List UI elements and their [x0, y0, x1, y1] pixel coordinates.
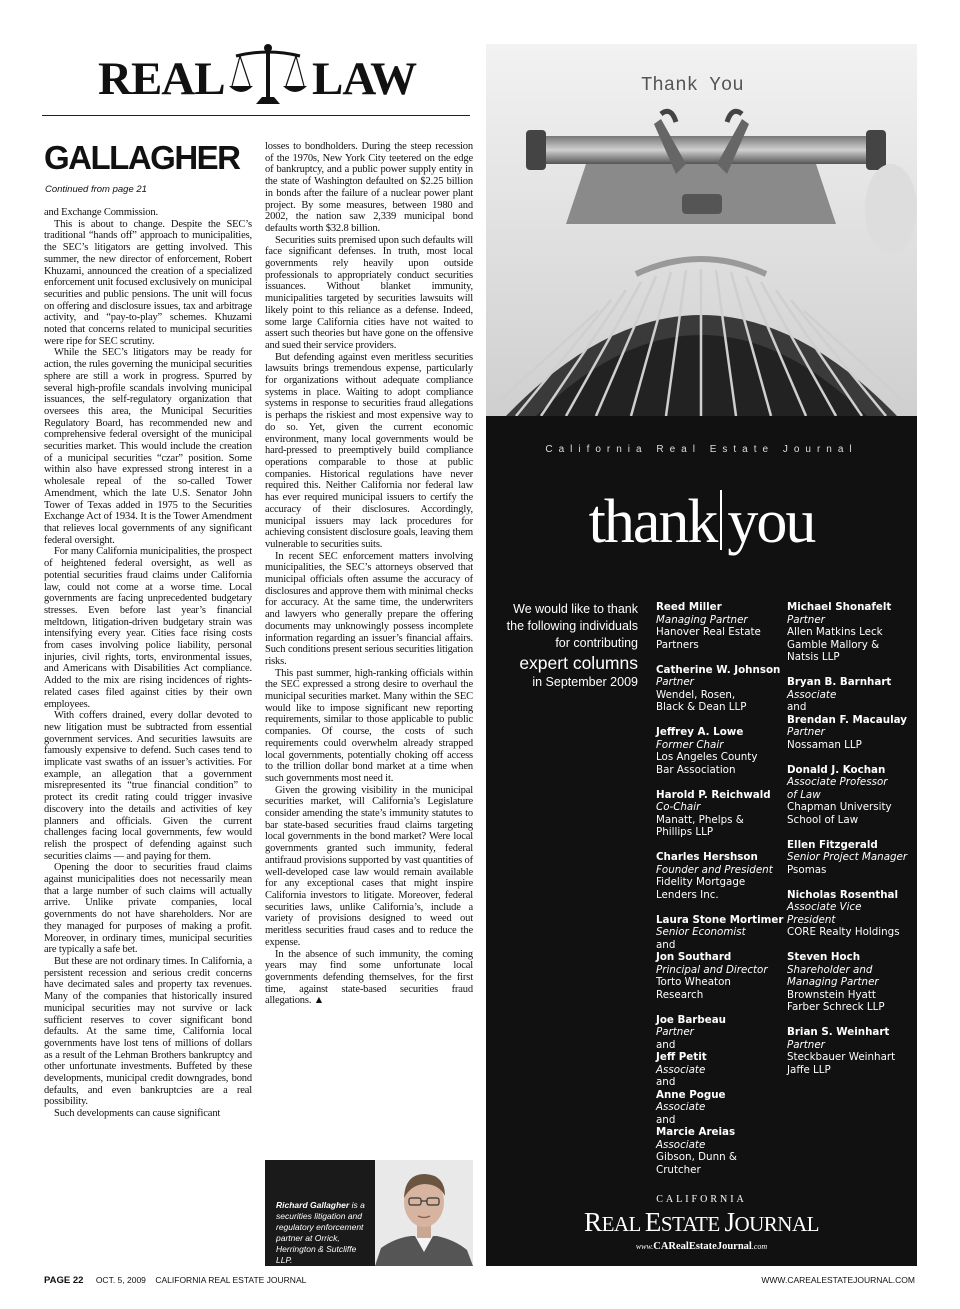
paragraph: With coffers drained, every dollar devoted to new litigation must be subtracted from essential government services. And securities lawsuits are famously expensive to defend. Such cases tend to implicate vast swaths of an issuer’s activities. For example, an allegation that a government misrepresented its “true financial condition” to protect its credit rating could trigger invasive discovery into the details and activities of key planners and officials. Given the current challenges facing local governments, few would relish the prospect of defending against such securities claims — and paying for them.	[44, 710, 252, 862]
contributor-title: Partner	[787, 1038, 825, 1051]
author-description: is a securities litigation and regulatory enforcement partner at Orrick, Herrington & Sutcliffe LLP.	[276, 1200, 365, 1265]
contributor-name: Laura Stone Mortimer	[656, 913, 784, 926]
publication-name: CALIFORNIA REAL ESTATE JOURNAL	[155, 1275, 307, 1285]
paragraph: But defending against even meritless securities lawsuits brings tremendous expense, particularly for organizations without adequate compliance systems in place. Waiting to adopt compliance systems in response to securities fraud allegations is perhaps the riskiest and most expensive way to do so. Yet, given the current economic environment, many local governments would be hard-pressed to preemptively build compliance operations comparable to those at public companies. Historical regulations have never required this. Neither California nor federal law has ever required municipal issuers to certify the accuracy of their disclosures. Accordingly, municipal issuers may lack procedures for achieving consistent disclosure goals, leaving them vulnerable to securities suits.	[265, 351, 473, 550]
contributor-affiliation: School of Law	[787, 813, 859, 826]
contributor-affiliation: Gamble Mallory &	[787, 638, 880, 651]
contributor-name: Donald J. Kochan	[787, 763, 886, 776]
masthead-real: REAL	[98, 53, 225, 105]
contributor-affiliation: Los Angeles County	[656, 751, 758, 763]
contributors-column-left	[656, 601, 796, 1189]
contributor-affiliation: Manatt, Phelps &	[656, 813, 744, 826]
contributor-title: Founder and President	[656, 863, 773, 876]
contributor-title: Partner	[656, 676, 694, 688]
contributor-name: Bryan B. Barnhart	[787, 676, 892, 688]
paragraph: While the SEC’s litigators may be ready for action, the rules governing the municipal securities sphere are still a work in progress. Spurred by several high-profile scandals involving municipal issuances, the self-regulatory organization that oversees this area, the Municipal Securities Regulatory Board, has recommended new and comprehensive federal oversight of the municipal securities market. This would include the creation of a municipal securities “czar” position. Some within also have expressed strong interest in a wholesale repeal of the so-called Tower Amendment, which the late U.S. Senator John Tower of Texas added in 1975 to the Securities Exchange Act of 1934. It is the Tower Amendment that relieves local governments of any significant federal oversight.	[44, 347, 252, 546]
contributor-title: Principal and Director	[656, 963, 768, 976]
contributor-affiliation: Brownstein Hyatt	[787, 988, 876, 1001]
contributor-name: Nicholas Rosenthal	[787, 888, 899, 901]
contributor-affiliation: Natsis LLP	[787, 651, 840, 663]
contributor-entry	[656, 664, 796, 714]
logo-wordmark: REAL ESTATE JOURNAL	[584, 1207, 819, 1237]
contributor-affiliation: Crutcher	[656, 1163, 701, 1176]
contributor-name: Brian S. Weinhart	[787, 1026, 890, 1038]
ad-publication-label: California Real Estate Journal	[545, 444, 858, 455]
message-line: We would like to thank	[513, 602, 638, 616]
contributor-entry	[787, 951, 915, 1014]
page-number: PAGE 22	[44, 1275, 84, 1286]
thank-you-message	[492, 601, 638, 691]
contributor-affiliation: Psomas	[787, 863, 827, 876]
contributor-title: Former Chair	[656, 738, 724, 751]
masthead	[80, 42, 460, 110]
contributor-affiliation: Jaffe LLP	[787, 1063, 831, 1076]
contributor-affiliation: Lenders Inc.	[656, 888, 719, 901]
contributor-title: Associate Professor	[787, 776, 888, 788]
contributor-title: Co-Chair	[656, 801, 701, 813]
contributor-title: Managing Partner	[787, 976, 879, 988]
contributor-entry	[787, 889, 915, 939]
contributor-title: President	[787, 913, 836, 926]
article-title: GALLAGHER	[44, 139, 240, 176]
contributor-affiliation: Research	[656, 988, 704, 1001]
contributor-affiliation: and	[656, 1076, 676, 1088]
contributor-affiliation: and	[656, 1038, 676, 1051]
contributor-affiliation: Hanover Real Estate	[656, 626, 761, 638]
contributor-entry	[787, 601, 915, 664]
issue-date: OCT. 5, 2009	[95, 1275, 146, 1285]
contributor-name: Harold P. Reichwald	[656, 788, 771, 801]
you-word: you	[727, 488, 815, 556]
contributor-affiliation: Partners	[656, 638, 699, 651]
contributor-entry	[656, 851, 796, 901]
contributor-name: Brendan F. Macaulay	[787, 713, 907, 726]
contributor-title: Shareholder and	[787, 963, 873, 976]
contributor-affiliation: and	[656, 938, 676, 951]
contributor-entry	[656, 789, 796, 839]
contributor-title: Partner	[787, 613, 825, 626]
masthead-law: LAW	[312, 53, 417, 105]
paragraph: But these are not ordinary times. In California, a persistent recession and serious credit concerns have decimated sales and property tax revenues. Many of the companies that historically insured municipal securities may not survive or lack sufficient reserves to cover significant bond defaults. At the same time, California local governments have lost tens of millions of dollars as a result of the Lehman Brothers bankruptcy and other unfortunate investments. Buffeted by these developments, municipal credit downgrades, bond defaults, and even bankruptcies are a real possibility.	[44, 956, 252, 1108]
contributor-affiliation: Torto Wheaton	[656, 976, 731, 988]
contributor-entry	[787, 764, 915, 827]
contributor-name: Jon Southard	[656, 951, 732, 963]
contributor-title: Partner	[656, 1026, 694, 1038]
message-line: in September 2009	[532, 675, 638, 689]
contributor-title: Associate	[787, 688, 837, 701]
contributor-name: Catherine W. Johnson	[656, 663, 781, 676]
contributor-title: Partner	[787, 726, 825, 738]
contributor-entry	[656, 726, 796, 776]
typewriter-photo	[486, 44, 917, 416]
contributor-affiliation: Allen Matkins Leck	[787, 626, 883, 638]
contributor-name: Jeff Petit	[656, 1051, 707, 1063]
paragraph: Securities suits premised upon such defaults will face significant defenses. In truth, most local governments rely heavily upon outside professionals to appropriately conduct securities issuances. Without blanket immunity, municipalities targeted by securities lawsuits will likely point to this reliance as a defense. Indeed, some large California cities have not waited to assert such theories but have gone on the offensive and sued their service providers.	[265, 234, 473, 351]
paragraph: In recent SEC enforcement matters involving municipalities, the SEC’s attorneys observed that municipal officials often assume the accuracy of disclosures and approve them with minimal checks for accuracy. At the same time, the underwriters and lawyers who generally prepare the offering documents may unknowingly possess incomplete information regarding an issuer’s financial affairs. Such conditions present serious securities litigation risks.	[265, 550, 473, 667]
paragraph: Opening the door to securities fraud claims against municipalities does not necessarily mean that a large number of such claims will actually arrive. Unlike private companies, local governments do not have shareholders. Nor are they managed for purposes of making a profit. Moreover, in ordinary times, municipal securities are typically a safe bet.	[44, 862, 252, 956]
thank-you-advertisement	[486, 44, 917, 1266]
header-divider	[42, 115, 470, 116]
author-bio-text	[276, 1200, 372, 1266]
contributor-name: Michael Shonafelt	[787, 601, 892, 613]
author-name: Richard Gallagher	[276, 1200, 350, 1210]
contributor-affiliation: Gibson, Dunn &	[656, 1151, 737, 1163]
paragraph: Such developments can cause significant	[54, 1108, 221, 1120]
contributor-title: Associate	[656, 1063, 706, 1076]
author-photo	[375, 1160, 473, 1266]
contributor-name: Marcie Areias	[656, 1126, 736, 1138]
thank-word: thank	[588, 488, 717, 556]
contributor-entry	[787, 839, 915, 877]
scales-of-justice-icon	[228, 42, 308, 110]
logo-url: www.CARealEstateJournal.com	[635, 1241, 768, 1252]
contributor-title: Associate	[656, 1138, 706, 1151]
thank-you-headline	[486, 482, 917, 562]
contributor-affiliation: Steckbauer Weinhart	[787, 1051, 896, 1063]
contributor-affiliation: Bar Association	[656, 763, 736, 776]
continued-note: Continued from page 21	[45, 184, 147, 195]
contributor-affiliation: Nossaman LLP	[787, 738, 862, 751]
contributor-name: Ellen Fitzgerald	[787, 838, 878, 851]
message-line: the following individuals	[506, 619, 638, 633]
paragraph: In the absence of such immunity, the coming years may find some unfortunate local governments defending themselves, for the first time, against state-based securities fraud allegations. ▲	[265, 948, 473, 1007]
paragraph: losses to bondholders. During the steep recession of the 1970s, New York City teetered on the edge of bankruptcy, and a public power supply entity in the state of Washington defaulted on $2.25 billion in bonds after the failure of a nuclear power plant project. By some measures, between 1980 and 2002, the nation saw 2,339 municipal bond defaults worth $32.8 billion.	[265, 141, 473, 234]
paper-caption: Thank You	[641, 74, 744, 96]
contributor-name: Steven Hoch	[787, 951, 861, 963]
contributor-entry	[656, 1014, 796, 1177]
journal-logo	[486, 1194, 917, 1252]
contributor-affiliation: Wendel, Rosen,	[656, 688, 736, 701]
contributor-name: Joe Barbeau	[656, 1013, 726, 1026]
paragraph: For many California municipalities, the prospect of heightened federal oversight, as well as potential securities fraud claims under California law, could not come at a worse time. Local governments are facing unprecedented budgetary stresses. Even before last year’s financial meltdown, litigation-driven budgetary strain was intensifying every year. Cities face rising costs from cases involving police liability, personal injuries, civil rights, torts, environmental issues, and Americans with Disabilities Act compliance. Added to the mix are rising incidences of rights-related cases filed against cities by their own employees.	[44, 546, 252, 710]
author-bio-box	[265, 1160, 473, 1266]
contributors-column-right	[787, 601, 915, 1089]
headline-divider	[720, 490, 722, 550]
contributor-entry	[656, 914, 796, 1002]
contributor-affiliation: and	[656, 1113, 676, 1126]
logo-california: CALIFORNIA	[656, 1194, 747, 1205]
contributor-affiliation: Farber Schreck LLP	[787, 1001, 885, 1013]
message-highlight: expert columns	[519, 653, 638, 673]
footer-left	[44, 1275, 306, 1286]
contributor-name: Charles Hershson	[656, 851, 758, 863]
contributor-affiliation: Chapman University	[787, 801, 892, 813]
contributor-affiliation: Black & Dean LLP	[656, 701, 747, 713]
contributor-title: Senior Project Manager	[787, 851, 908, 863]
contributor-name: Reed Miller	[656, 601, 722, 613]
paragraph: and Exchange Commission.	[44, 207, 158, 218]
contributor-title: Associate Vice	[787, 901, 862, 913]
paragraph: Given the growing visibility in the municipal securities market, will California’s Legislature consider amending the state’s immunity statutes to bar state-based securities fraud claims targeting local governments in the bond market? Were local governments granted such immunity, federal antifraud provisions supported by vast quantities of well-developed case law would remain available for any exceptional cases that might inspire California investors to litigate. Moreover, federal securities laws, unlike California’s, include a variety of provisions designed to weed out meritless securities fraud cases and to reduce the expense.	[265, 784, 473, 948]
contributor-name: Jeffrey A. Lowe	[656, 726, 744, 738]
paragraph: This is about to change. Despite the SEC’s traditional “hands off” approach to municipalities, the SEC’s litigators are getting involved. This summer, the new director of enforcement, Robert Khuzami, announced the creation of a specialized enforcement unit focused exclusively on municipal securities and public pensions. The unit will focus on offering and disclosure issues, tax and arbitrage activity, and “pay-to-play” schemes. Khuzami noted that concerns related to municipal securities were ripe for SEC scrutiny.	[44, 218, 252, 347]
contributor-affiliation: Phillips LLP	[656, 826, 714, 838]
contributor-entry	[787, 1026, 915, 1076]
paragraph: This past summer, high-ranking officials within the SEC expressed a strong desire to overhaul the municipal securities market. Many within the SEC would like to impose significant new reporting requirements, similar to those applicable to public companies. Of course, the costs of such requirements could overwhelm already strapped local governments, potentially choking off access to the trillion dollar bond market at a time when such governments most need it.	[265, 667, 473, 784]
article-column-1	[44, 207, 252, 1262]
article-column-2	[265, 141, 473, 1152]
footer-url: WWW.CAREALESTATEJOURNAL.COM	[761, 1275, 915, 1285]
contributor-affiliation: and	[787, 701, 807, 713]
contributor-title: Senior Economist	[656, 926, 746, 938]
contributor-title: Associate	[656, 1101, 706, 1113]
contributor-affiliation: CORE Realty Holdings	[787, 926, 900, 938]
contributor-title: of Law	[787, 788, 821, 801]
message-line: for contributing	[555, 636, 638, 650]
contributor-name: Anne Pogue	[656, 1088, 726, 1101]
contributor-entry	[656, 601, 796, 651]
contributor-title: Managing Partner	[656, 613, 748, 626]
contributor-entry	[787, 676, 915, 751]
contributor-affiliation: Fidelity Mortgage	[656, 876, 746, 888]
